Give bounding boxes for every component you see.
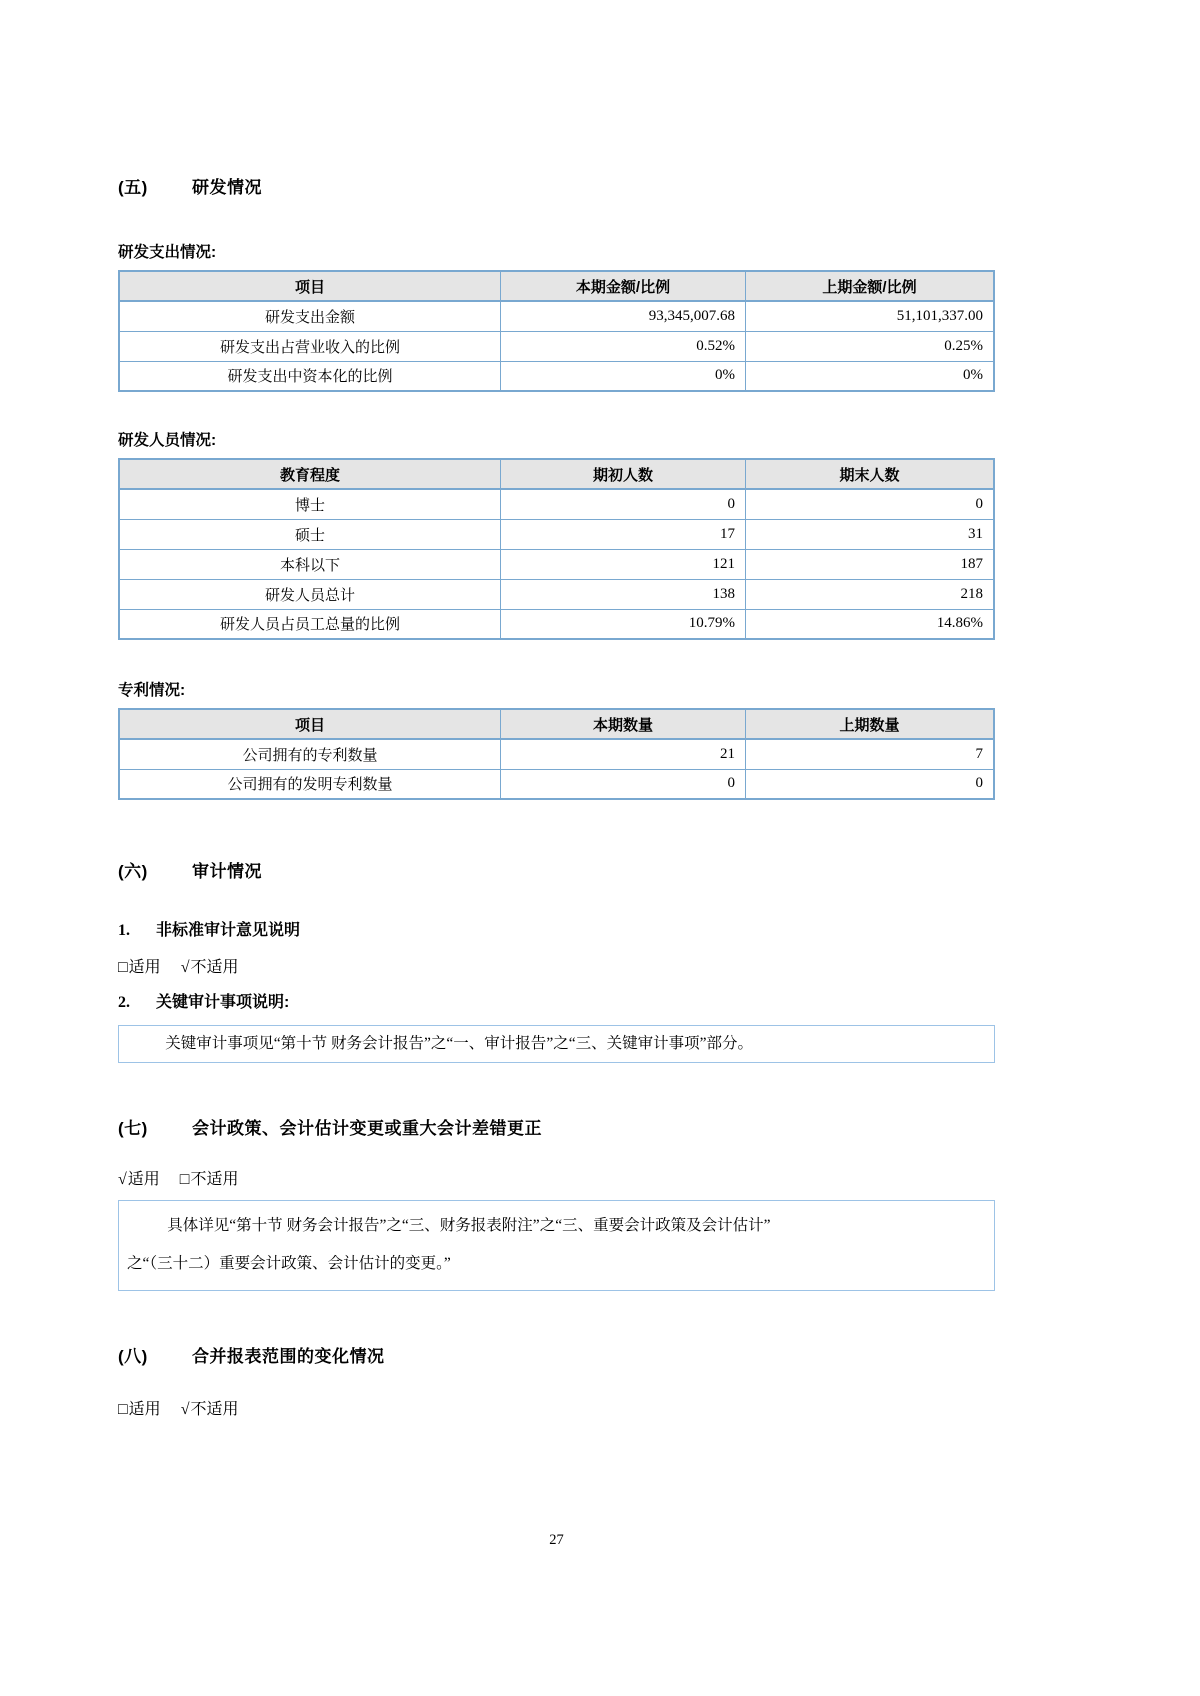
table-header-row — [119, 709, 994, 739]
applicability-line — [118, 1399, 995, 1421]
item-number: 1. — [118, 922, 130, 939]
cell-begin: 121 — [501, 549, 746, 579]
cell-current: 0% — [501, 361, 746, 391]
column-header: 上期金额/比例 — [746, 271, 995, 301]
page-number: 27 — [549, 1532, 564, 1548]
cell-current: 0.52% — [501, 331, 746, 361]
table-row — [119, 739, 994, 769]
checkbox-icon: □ — [118, 959, 129, 976]
cell-item: 本科以下 — [119, 549, 501, 579]
applicability-label: 不适用 — [190, 959, 239, 976]
cell-current: 0 — [501, 769, 746, 799]
patent-label: 专利情况: — [118, 682, 186, 699]
cell-item: 研发支出金额 — [119, 301, 501, 331]
table-row — [119, 609, 994, 639]
table-row — [119, 361, 994, 391]
audit-item-1 — [118, 920, 995, 942]
applicability-option — [118, 959, 161, 976]
item-title: 非标准审计意见说明 — [156, 922, 301, 939]
cell-item: 硕士 — [119, 519, 501, 549]
applicability-option — [180, 1171, 239, 1188]
applicability-option — [118, 1401, 161, 1418]
table-row — [119, 301, 994, 331]
rd-expense-table — [118, 270, 995, 392]
applicability-label: 适用 — [128, 1401, 161, 1418]
cell-item: 研发人员占员工总量的比例 — [119, 609, 501, 639]
cell-item: 研发人员总计 — [119, 579, 501, 609]
section-title: 会计政策、会计估计变更或重大会计差错更正 — [192, 1119, 542, 1138]
cell-end: 14.86% — [746, 609, 995, 639]
checkmark-icon: √ — [180, 959, 191, 976]
cell-begin: 10.79% — [501, 609, 746, 639]
applicability-label: 不适用 — [190, 1171, 239, 1188]
accounting-policy-note — [118, 1200, 995, 1291]
section-5-heading — [118, 176, 995, 200]
applicability-line — [118, 957, 995, 979]
section-number: (七) — [118, 1119, 148, 1138]
cell-begin: 17 — [501, 519, 746, 549]
applicability-label: 不适用 — [190, 1401, 239, 1418]
section-7-heading — [118, 1117, 995, 1141]
applicability-option — [181, 959, 239, 976]
cell-prior: 0 — [746, 769, 995, 799]
cell-end: 187 — [746, 549, 995, 579]
column-header: 期初人数 — [501, 459, 746, 489]
rd-staff-table — [118, 458, 995, 640]
cell-prior: 0.25% — [746, 331, 995, 361]
note-line: 之“（三十二）重要会计政策、会计估计的变更。” — [127, 1255, 451, 1272]
table-row — [119, 549, 994, 579]
checkbox-icon: □ — [179, 1171, 191, 1188]
cell-prior: 0% — [746, 361, 995, 391]
column-header: 上期数量 — [746, 709, 995, 739]
section-number: (六) — [118, 862, 148, 881]
checkmark-icon: √ — [118, 1171, 128, 1188]
table-row — [119, 579, 994, 609]
item-number: 2. — [118, 994, 130, 1011]
cell-prior: 7 — [746, 739, 995, 769]
applicability-label: 适用 — [127, 1171, 160, 1188]
cell-prior: 51,101,337.00 — [746, 301, 995, 331]
item-title: 关键审计事项说明: — [156, 994, 290, 1011]
section-8-heading — [118, 1345, 995, 1369]
applicability-option — [118, 1171, 160, 1188]
checkmark-icon: √ — [180, 1401, 191, 1418]
cell-end: 31 — [746, 519, 995, 549]
section-6-heading — [118, 860, 995, 884]
audit-item-2 — [118, 992, 995, 1014]
table-row — [119, 489, 994, 519]
patent-table — [118, 708, 995, 800]
section-title: 研发情况 — [192, 178, 262, 197]
rd-expense-label: 研发支出情况: — [118, 244, 217, 261]
cell-end: 218 — [746, 579, 995, 609]
page-content — [118, 0, 995, 1421]
column-header: 期末人数 — [746, 459, 995, 489]
table-row — [119, 519, 994, 549]
cell-current: 21 — [501, 739, 746, 769]
key-audit-matters-note: 关键审计事项见“第十节 财务会计报告”之“一、审计报告”之“三、关键审计事项”部分。 — [118, 1025, 995, 1063]
note-line: 具体详见“第十节 财务会计报告”之“三、财务报表附注”之“三、重要会计政策及会计估计” — [167, 1217, 771, 1234]
cell-item: 公司拥有的发明专利数量 — [119, 769, 501, 799]
column-header: 项目 — [119, 709, 501, 739]
section-title: 审计情况 — [192, 862, 262, 881]
column-header: 教育程度 — [119, 459, 501, 489]
cell-end: 0 — [746, 489, 995, 519]
cell-item: 公司拥有的专利数量 — [119, 739, 501, 769]
cell-item: 博士 — [119, 489, 501, 519]
table-header-row — [119, 459, 994, 489]
table-row — [119, 769, 994, 799]
cell-current: 93,345,007.68 — [501, 301, 746, 331]
cell-begin: 138 — [501, 579, 746, 609]
table-header-row — [119, 271, 994, 301]
applicability-option — [181, 1401, 239, 1418]
applicability-line — [118, 1169, 995, 1191]
cell-item: 研发支出中资本化的比例 — [119, 361, 501, 391]
applicability-label: 适用 — [128, 959, 161, 976]
section-number: (八) — [118, 1347, 148, 1366]
section-title: 合并报表范围的变化情况 — [192, 1347, 385, 1366]
column-header: 本期金额/比例 — [501, 271, 746, 301]
column-header: 项目 — [119, 271, 501, 301]
cell-item: 研发支出占营业收入的比例 — [119, 331, 501, 361]
table-row — [119, 331, 994, 361]
column-header: 本期数量 — [501, 709, 746, 739]
checkbox-icon: □ — [118, 1401, 129, 1418]
cell-begin: 0 — [501, 489, 746, 519]
rd-staff-label: 研发人员情况: — [118, 432, 217, 449]
section-number: (五) — [118, 178, 148, 197]
